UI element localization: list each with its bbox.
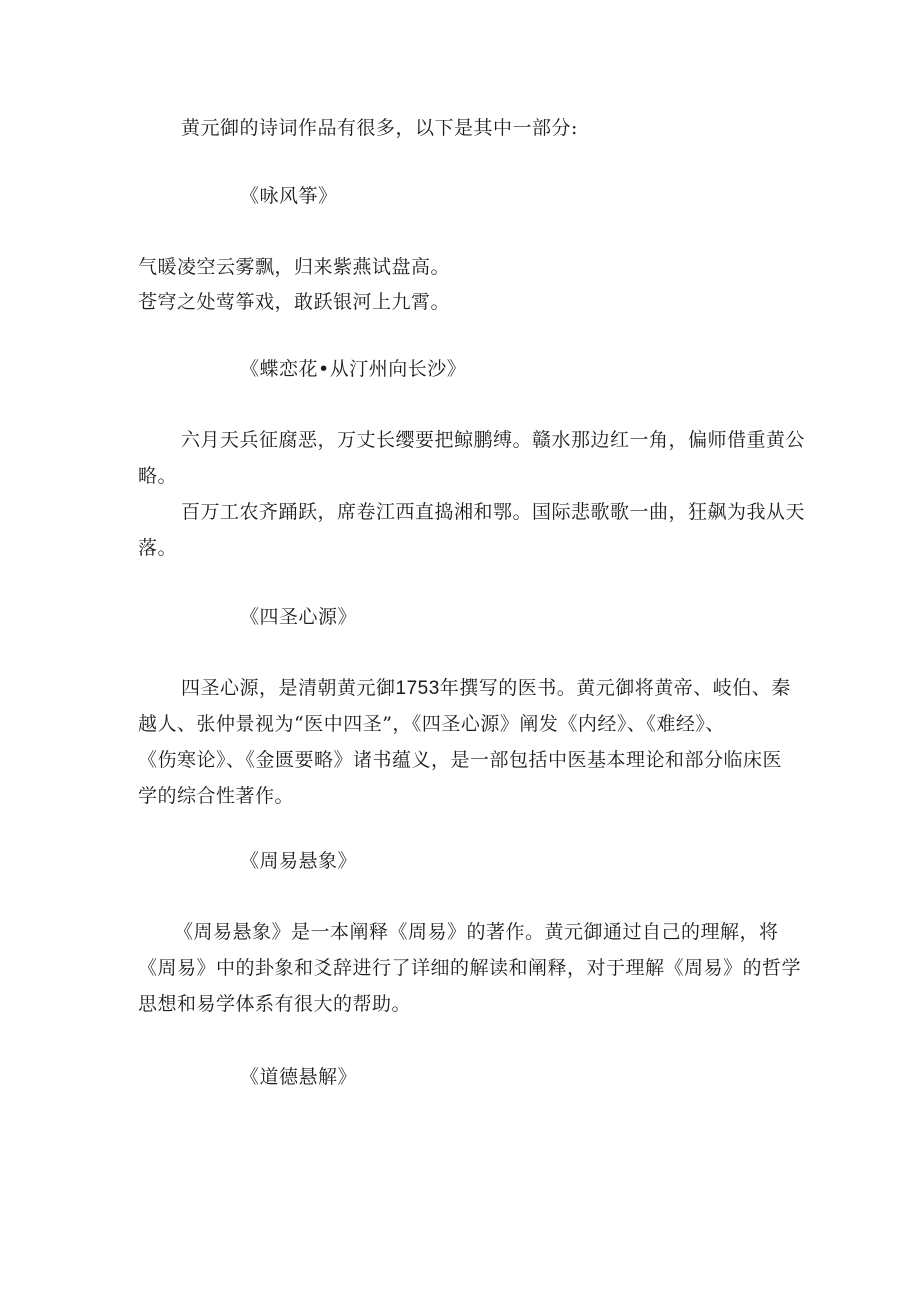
text-run: 四圣心源，是清朝黄元御 bbox=[181, 677, 396, 699]
poem-line: 百万工农齐踊跃，席卷江西直捣湘和鄂。国际悲歌歌一曲，狂飙为我从天 bbox=[181, 501, 806, 523]
section-title-die-lian-hua: 《蝶恋花•从汀州向长沙》 bbox=[240, 358, 467, 380]
paragraph-line: 《伤寒论》、《金匮要略》诸书蕴义，是一部包括中医基本理论和部分临床医 bbox=[138, 749, 783, 771]
poem-line: 苍穹之处莺筝戏，敢跃银河上九霄。 bbox=[138, 291, 451, 313]
paragraph-line: 《周易》中的卦象和爻辞进行了详细的解读和阐释，对于理解《周易》的哲学 bbox=[138, 957, 802, 979]
section-title-dao-de-xuan-jie: 《道德悬解》 bbox=[240, 1066, 358, 1088]
year-number: 1753 bbox=[395, 678, 440, 699]
paragraph-line: 越人、张仲景视为“医中四圣”，《四圣心源》阐发《内经》、《难经》、 bbox=[138, 713, 725, 735]
paragraph-line: 《周易悬象》是一本阐释《周易》的著作。黄元御通过自己的理解，将 bbox=[174, 921, 779, 943]
poem-line: 六月天兵征腐恶，万丈长缨要把鲸鹏缚。赣水那边红一角，偏师借重黄公 bbox=[181, 429, 806, 451]
poem-line: 略。 bbox=[138, 465, 178, 487]
section-title-yong-feng-zheng: 《咏风筝》 bbox=[240, 185, 338, 207]
text-run: 年撰写的医书。黄元御将黄帝、岐伯、秦 bbox=[439, 677, 791, 699]
intro-paragraph: 黄元御的诗词作品有很多，以下是其中一部分: bbox=[181, 117, 578, 139]
section-title-si-sheng-xin-yuan: 《四圣心源》 bbox=[240, 606, 358, 628]
section-title-zhou-yi-xuan-xiang: 《周易悬象》 bbox=[240, 850, 358, 872]
paragraph-line: 学的综合性著作。 bbox=[138, 785, 295, 807]
paragraph-line: 思想和易学体系有很大的帮助。 bbox=[138, 993, 412, 1015]
poem-line: 气暖凌空云雾飘，归来紫燕试盘高。 bbox=[138, 256, 451, 278]
paragraph-line bbox=[181, 670, 791, 707]
poem-line: 落。 bbox=[138, 537, 178, 559]
